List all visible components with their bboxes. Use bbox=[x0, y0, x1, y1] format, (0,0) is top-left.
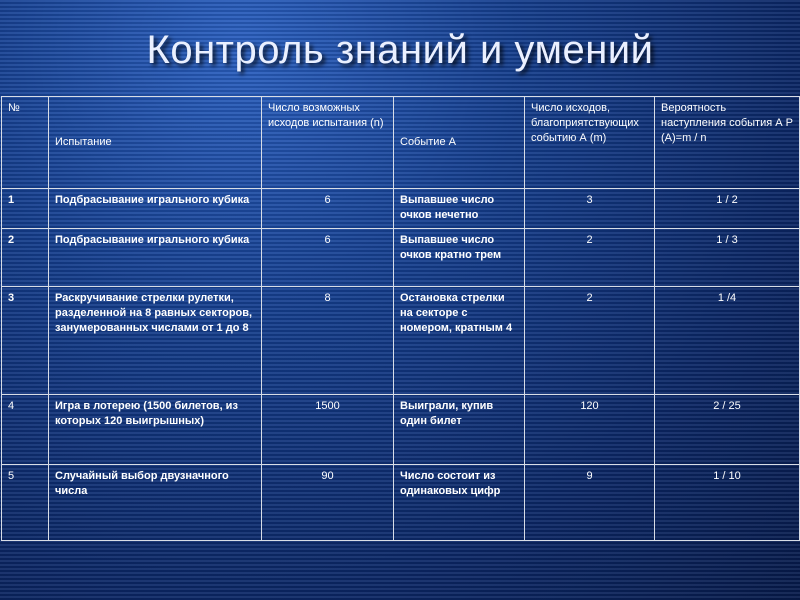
knowledge-table bbox=[1, 96, 800, 541]
row-outcomes: 6 bbox=[262, 229, 394, 287]
row-favorable: 2 bbox=[525, 229, 655, 287]
row-favorable: 3 bbox=[525, 189, 655, 229]
row-favorable: 2 bbox=[525, 287, 655, 395]
row-event: Выиграли, купив один билет bbox=[394, 395, 525, 465]
row-favorable: 9 bbox=[525, 465, 655, 541]
row-trial: Игра в лотерею (1500 билетов, из которых 120 выигрышных) bbox=[49, 395, 262, 465]
header-num: № bbox=[2, 97, 49, 189]
row-outcomes: 8 bbox=[262, 287, 394, 395]
row-event: Выпавшее число очков кратно трем bbox=[394, 229, 525, 287]
header-favorable: Число исходов, благоприятствующих событию А (m) bbox=[525, 97, 655, 189]
row-event: Остановка стрелки на секторе с номером, кратным 4 bbox=[394, 287, 525, 395]
row-num: 5 bbox=[2, 465, 49, 541]
row-outcomes: 1500 bbox=[262, 395, 394, 465]
header-probability: Вероятность наступления события А Р (А)=m / n bbox=[655, 97, 800, 189]
row-favorable: 120 bbox=[525, 395, 655, 465]
header-outcomes: Число возможных исходов испытания (n) bbox=[262, 97, 394, 189]
row-probability: 1 / 3 bbox=[655, 229, 800, 287]
row-outcomes: 6 bbox=[262, 189, 394, 229]
header-trial: Испытание bbox=[49, 97, 262, 189]
row-probability: 1 /4 bbox=[655, 287, 800, 395]
table-row bbox=[2, 189, 800, 229]
row-num: 2 bbox=[2, 229, 49, 287]
row-num: 4 bbox=[2, 395, 49, 465]
table-row bbox=[2, 287, 800, 395]
row-num: 1 bbox=[2, 189, 49, 229]
row-event: Число состоит из одинаковых цифр bbox=[394, 465, 525, 541]
row-event: Выпавшее число очков нечетно bbox=[394, 189, 525, 229]
row-probability: 2 / 25 bbox=[655, 395, 800, 465]
row-outcomes: 90 bbox=[262, 465, 394, 541]
row-trial: Подбрасывание игрального кубика bbox=[49, 229, 262, 287]
row-probability: 1 / 10 bbox=[655, 465, 800, 541]
row-probability: 1 / 2 bbox=[655, 189, 800, 229]
row-trial: Случайный выбор двузначного числа bbox=[49, 465, 262, 541]
header-event: Событие А bbox=[394, 97, 525, 189]
table-row bbox=[2, 229, 800, 287]
slide-title: Контроль знаний и умений bbox=[146, 28, 654, 72]
row-num: 3 bbox=[2, 287, 49, 395]
row-trial: Раскручивание стрелки рулетки, разделенной на 8 равных секторов, занумерованных числами от 1 до 8 bbox=[49, 287, 262, 395]
table-header-row bbox=[2, 97, 800, 189]
row-trial: Подбрасывание игрального кубика bbox=[49, 189, 262, 229]
table-row bbox=[2, 395, 800, 465]
table-row bbox=[2, 465, 800, 541]
